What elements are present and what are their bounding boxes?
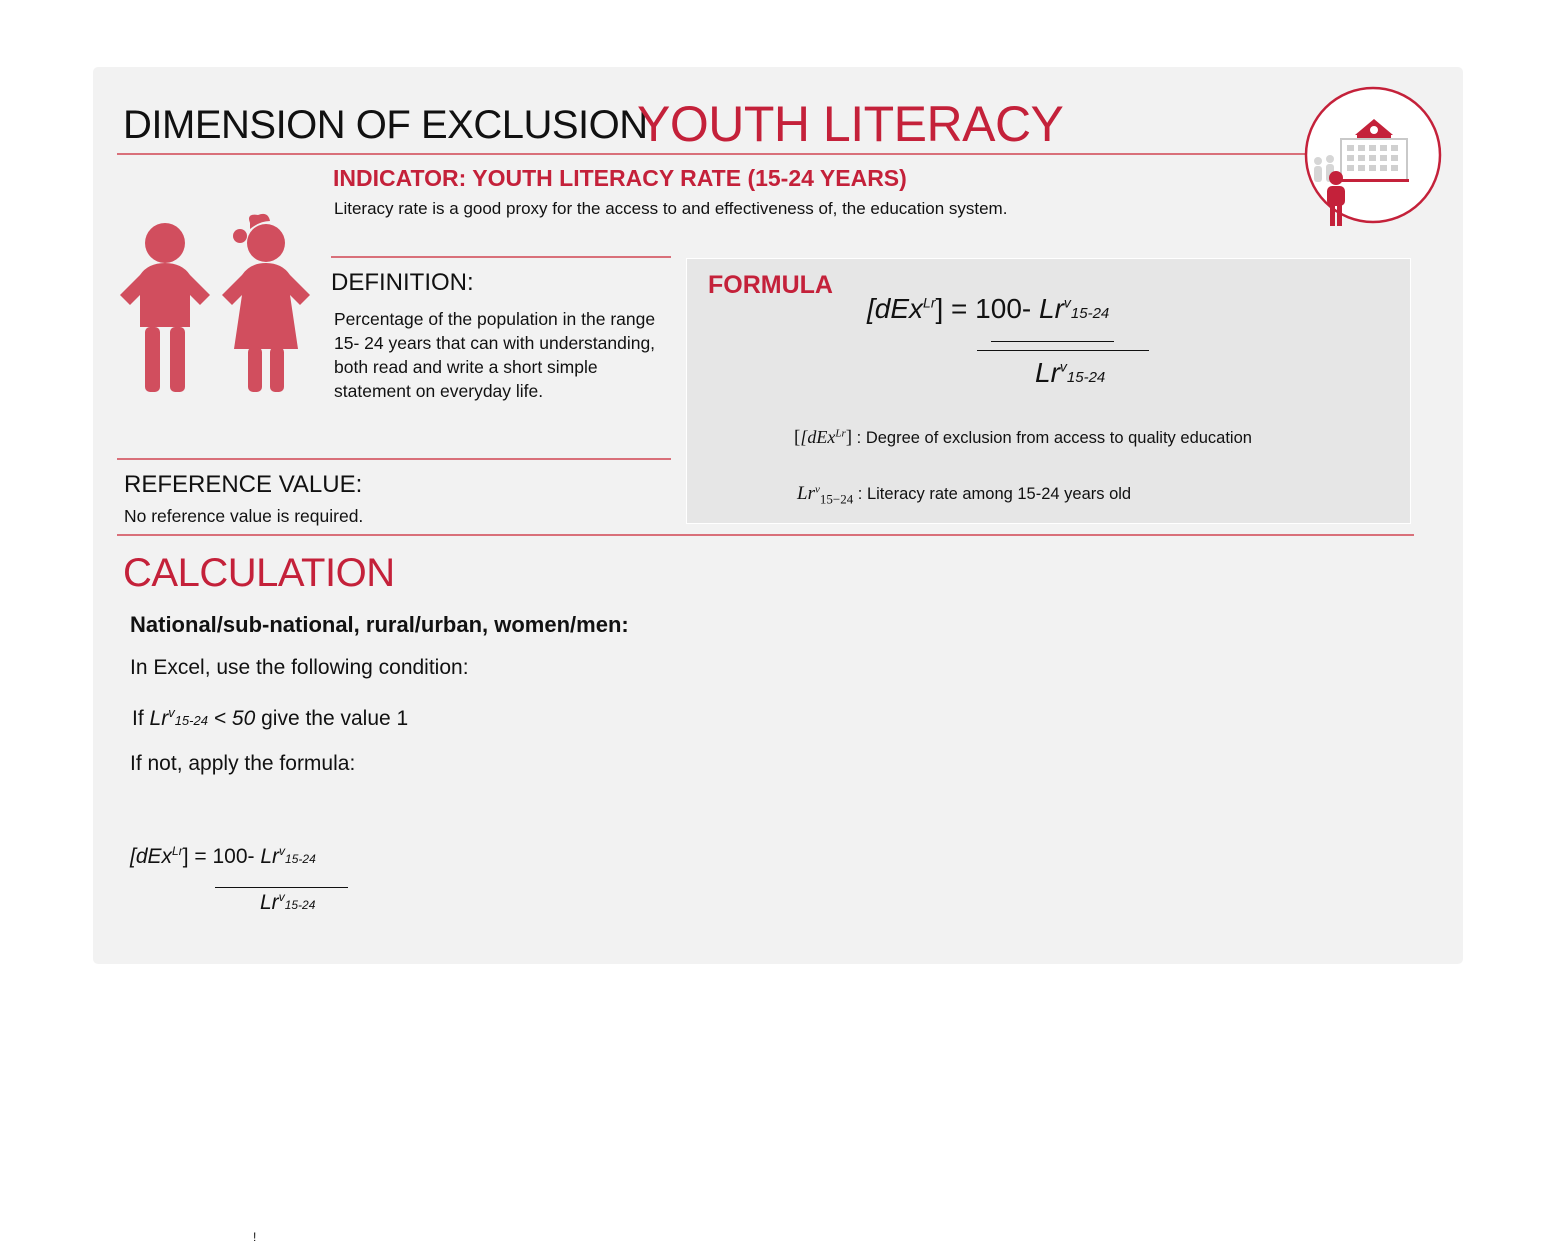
page-title: YOUTH LITERACY	[637, 96, 1064, 152]
definition-heading: DEFINITION:	[331, 269, 474, 296]
content-card	[93, 67, 1463, 964]
calculation-fraction-bar	[215, 887, 348, 888]
definition-divider	[331, 256, 671, 258]
formula-fraction-bar	[977, 350, 1149, 351]
formula-heading: FORMULA	[708, 271, 833, 299]
indicator-label: INDICATOR: YOUTH LITERACY RATE (15-24 YEARS)	[333, 165, 907, 191]
formula-box	[686, 258, 1411, 524]
calculation-line-3: If not, apply the formula:	[130, 752, 356, 775]
calculation-heading: CALCULATION	[123, 551, 395, 595]
calculation-formula-denominator: Lr$^v$15-24	[260, 890, 316, 914]
dimension-prefix: DIMENSION OF EXCLUSION	[123, 103, 648, 147]
reference-heading: REFERENCE VALUE:	[124, 471, 363, 498]
reference-divider	[117, 458, 671, 460]
header-divider	[117, 153, 1307, 155]
formula-denominator: Lr$^v$15-24	[1035, 357, 1106, 388]
reference-text: No reference value is required.	[124, 506, 364, 526]
school-icon	[1303, 83, 1443, 223]
calculation-line-2: If Lr$^v$15-24 < 50 give the value 1	[132, 705, 409, 730]
calculation-line-1: In Excel, use the following condition:	[130, 656, 469, 679]
formula-legend-dex: [[dEx$^{Lr}$] : Degree of exclusion from access to quality education	[794, 427, 1252, 448]
calculation-formula-numerator: [dEx$^{Lr}$] = 100- Lr$^v$15-24	[130, 844, 316, 868]
footer-mark: !	[253, 1230, 257, 1244]
calculation-divider	[117, 534, 1414, 536]
definition-text: Percentage of the population in the range 15- 24 years that can with understanding, both read and write a short simple statement on everyday life.	[334, 309, 656, 401]
indicator-description: Literacy rate is a good proxy for the access to and effectiveness of, the education system.	[334, 199, 1008, 218]
calculation-subheading: National/sub-national, rural/urban, women/men:	[130, 612, 629, 637]
children-icon	[118, 209, 313, 399]
formula-legend-lr: $Lr^v_{15-24}$ : Literacy rate among 15-24 years old	[797, 483, 1132, 507]
formula-numerator: [dEx$^{Lr}$] = 100- Lr$^v$15-24	[867, 293, 1110, 324]
